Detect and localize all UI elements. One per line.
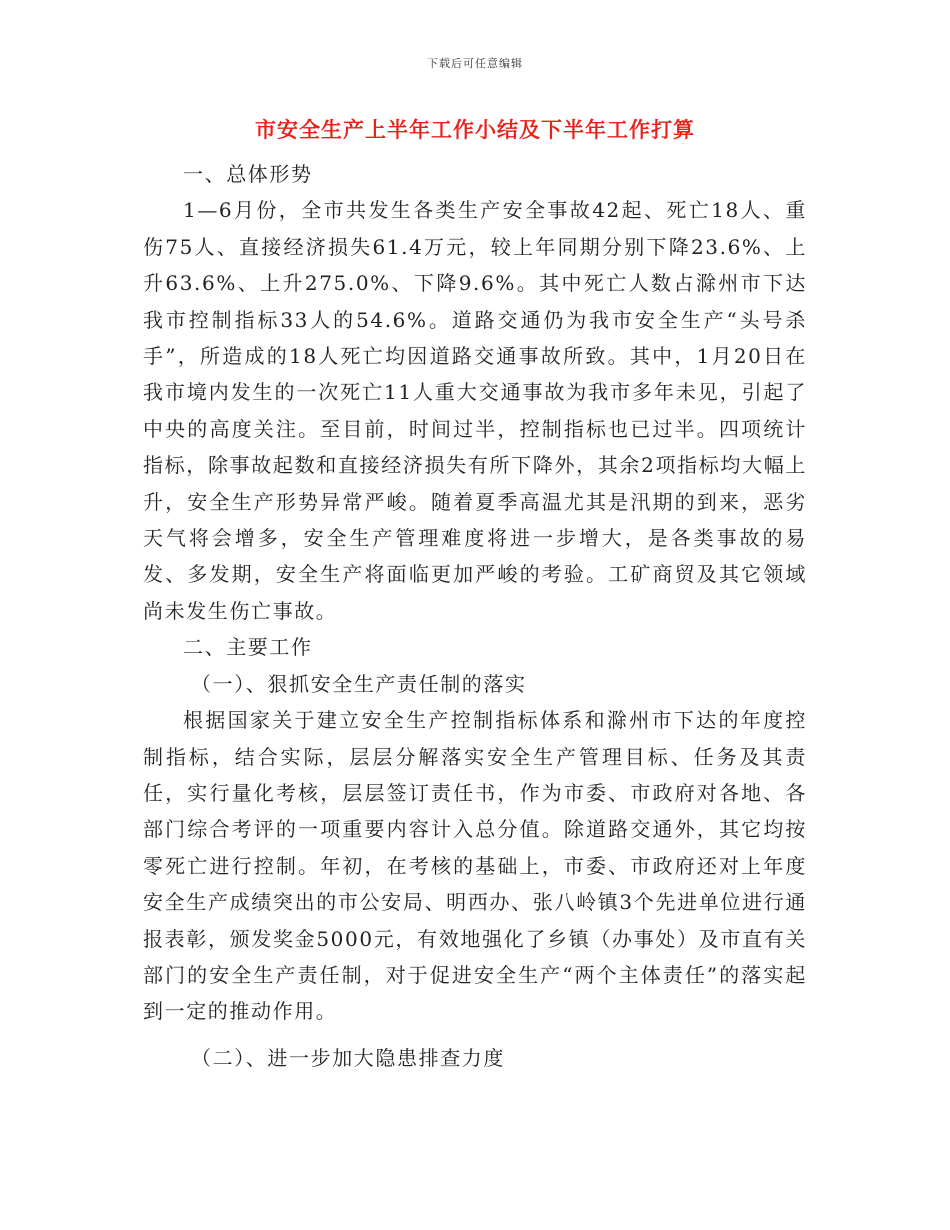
document-body xyxy=(143,156,807,1076)
section-heading-main-work: 二、主要工作 xyxy=(183,635,313,660)
section-heading-overall-situation: 一、总体形势 xyxy=(183,162,313,186)
header-note: 下载后可任意编辑 xyxy=(427,57,523,70)
subsection-heading-hazard-inspection: （二）、进一步加大隐患排查力度 xyxy=(191,1045,505,1070)
subsection-heading-responsibility: （一）、狠抓安全生产责任制的落实 xyxy=(191,671,527,696)
document-title: 市安全生产上半年工作小结及下半年工作打算 xyxy=(255,117,695,142)
paragraph-overall-situation: 1—6月份，全市共发生各类生产安全事故42起、死亡18人、重伤75人、直接经济损失61.4万元，较上年同期分别下降23.6%、上升63.6%、上升275.0%、下降9.6%。其中死亡人数占滁州市下达我市控制指标33人的54.6%。道路交通仍为我市安全生产“头号杀手”，所造成的18人死亡均因道路交通事故所致。其中，1月20日在我市境内发生的一次死亡11人重大交通事故为我市多年未见，引起了中央的高度关注。至目前，时间过半，控制指标也已过半。四项统计指标，除事故起数和直接经济损失有所下降外，其余2项指标均大幅上升，安全生产形势异常严峻。随着夏季高温尤其是汛期的到来，恶劣天气将会增多，安全生产管理难度将进一步增大，是各类事故的易发、多发期，安全生产将面临更加严峻的考验。工矿商贸及其它领域尚未发生伤亡事故。 xyxy=(143,198,807,623)
paragraph-responsibility: 根据国家关于建立安全生产控制指标体系和滁州市下达的年度控制指标，结合实际，层层分解落实安全生产管理目标、任务及其责任，实行量化考核，层层签订责任书，作为市委、市政府对各地、各部门综合考评的一项重要内容计入总分值。除道路交通外，其它均按零死亡进行控制。年初，在考核的基础上，市委、市政府还对上年度安全生产成绩突出的市公安局、明西办、张八岭镇3个先进单位进行通报表彰，颁发奖金5000元，有效地强化了乡镇（办事处）及市直有关部门的安全生产责任制，对于促进安全生产“两个主体责任”的落实起到一定的推动作用。 xyxy=(143,708,807,1024)
